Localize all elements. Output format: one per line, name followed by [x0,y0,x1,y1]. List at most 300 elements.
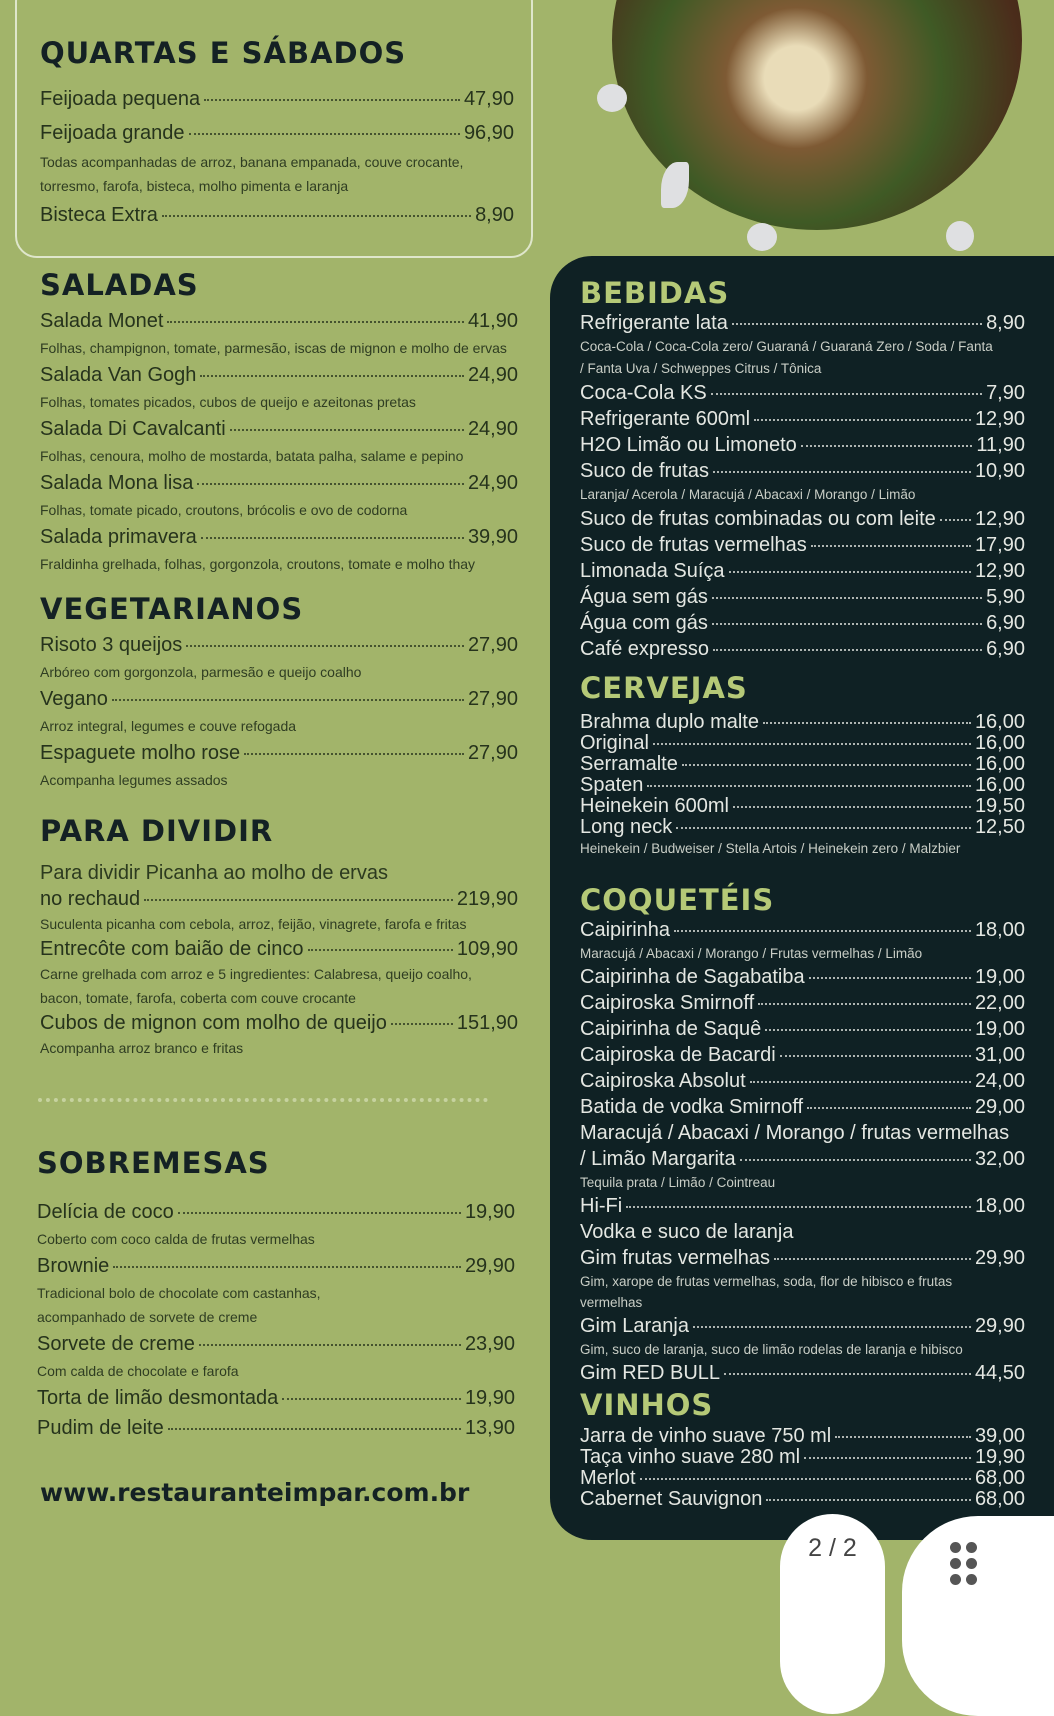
section-title-quartas: QUARTAS E SÁBADOS [40,36,407,70]
dot-leader [763,722,971,724]
menu-item-description: Folhas, cenoura, molho de mostarda, batata palha, salame e pepino [40,448,464,464]
menu-item [580,1120,1025,1193]
menu-item-price: 219,90 [456,888,518,910]
grid-icon-dot [950,1558,961,1569]
menu-item-row [580,712,1025,733]
menu-item-price: 27,90 [467,742,518,764]
menu-item [580,610,1025,636]
menu-item [580,754,1025,775]
menu-item [580,1193,1025,1245]
dot-leader [766,1499,971,1501]
menu-item-name: Caipirinha [580,919,671,941]
dot-leader [391,1023,453,1025]
dot-leader [167,321,464,323]
menu-item-name-line: Para dividir Picanha ao molho de ervas [40,862,388,884]
menu-item [580,380,1025,406]
dot-leader [144,899,453,901]
menu-item-price: 27,90 [467,634,518,656]
dot-leader [713,649,982,651]
website-link[interactable]: www.restauranteimpar.com.br [40,1478,470,1507]
menu-item-price: 17,90 [974,534,1025,556]
menu-item-price: 10,90 [974,460,1025,482]
menu-item-row [37,1383,515,1413]
menu-item-row [580,1068,1025,1094]
menu-item-name: Cabernet Sauvignon [580,1488,763,1510]
menu-item-description: Laranja/ Acerola / Maracujá / Abacaxi / Morango / Limão [580,487,916,502]
menu-item-name: Sorvete de creme [37,1333,195,1355]
menu-item-description: Suculenta picanha com cebola, arroz, feijão, vinagrete, farofa e fritas [40,916,467,932]
menu-item-name: Café expresso [580,638,709,660]
menu-item-name: Entrecôte com baião de cinco [40,938,304,960]
dot-leader [230,429,464,431]
menu-item [37,1413,515,1443]
decorative-dot [747,223,777,251]
menu-item-row [40,415,518,443]
menu-item-row [40,936,518,962]
menu-item-row [37,1197,515,1227]
page-indicator [780,1514,885,1714]
section-para-dividir [40,860,518,1060]
menu-item [580,506,1025,532]
menu-item-row [580,406,1025,432]
menu-item [580,775,1025,796]
menu-item-subtitle: Vodka e suco de laranja [580,1221,794,1243]
menu-item [580,1489,1025,1510]
page-indicator-text: 2 / 2 [808,1534,857,1562]
menu-item-name: Spaten [580,774,644,796]
menu-item-description: Carne grelhada com arroz e 5 ingredientes: Calabresa, queijo coalho, [40,966,472,982]
menu-item-price: 12,90 [974,560,1025,582]
menu-item-price: 5,90 [986,586,1025,608]
grid-icon-dot [966,1558,977,1569]
menu-item-name: Feijoada pequena [40,88,201,110]
menu-item-price: 13,90 [464,1417,515,1439]
menu-item-description: Folhas, champignon, tomate, parmesão, iscas de mignon e molho de ervas [40,340,507,356]
section-vinhos [580,1426,1025,1510]
menu-item-row [580,917,1025,943]
menu-item-price: 18,00 [974,1195,1025,1217]
menu-item-description: acompanhado de sorvete de creme [37,1309,258,1325]
dot-leader [626,1206,971,1208]
menu-item-description: torresmo, farofa, bisteca, molho pimenta e laranja [40,178,349,194]
menu-item-description: Com calda de chocolate e farofa [37,1363,239,1379]
menu-item-row [580,636,1025,662]
menu-item-price: 24,00 [974,1070,1025,1092]
menu-item-price: 11,90 [976,434,1025,456]
menu-item-name: Brahma duplo malte [580,711,759,733]
dot-leader [801,445,973,447]
dot-leader [647,785,971,787]
dot-leader [112,699,464,701]
menu-item [580,458,1025,506]
menu-item-name: Original [580,732,649,754]
menu-item-name: Salada Di Cavalcanti [40,418,226,440]
menu-item-row [580,733,1025,754]
menu-item-price: 29,90 [464,1255,515,1277]
menu-item-name: Salada Van Gogh [40,364,197,386]
menu-item-name: Hi-Fi [580,1195,623,1217]
menu-item-row [580,817,1025,838]
menu-item-row [580,532,1025,558]
menu-item-price: 24,90 [467,364,518,386]
dot-leader [712,623,982,625]
dot-leader [940,519,971,521]
menu-item [580,584,1025,610]
menu-item [580,1094,1025,1120]
menu-item-row [580,584,1025,610]
dot-leader [674,930,971,932]
menu-item-name: Suco de frutas vermelhas [580,534,807,556]
menu-item-row [580,1468,1025,1489]
menu-item-name: Jarra de vinho suave 750 ml [580,1425,832,1447]
dot-leader [809,977,971,979]
menu-item-name: Delícia de coco [37,1201,174,1223]
menu-item [40,415,518,469]
dot-leader [693,1326,971,1328]
menu-item [40,936,518,1010]
dot-leader [653,743,971,745]
menu-item-row [580,775,1025,796]
menu-item-price: 7,90 [986,382,1025,404]
grid-icon-dot [966,1542,977,1553]
menu-item-price: 12,90 [974,508,1025,530]
menu-item-price: 24,90 [467,472,518,494]
menu-item-price: 39,00 [974,1425,1025,1447]
menu-item-name: Feijoada grande [40,122,185,144]
menu-item-price: 23,90 [464,1333,515,1355]
menu-item [40,631,518,685]
menu-item-description: Fraldinha grelhada, folhas, gorgonzola, croutons, tomate e molho thay [40,556,476,572]
dot-leader [640,1478,971,1480]
section-title-sobremesas: SOBREMESAS [37,1146,270,1180]
menu-item-price: 12,90 [974,408,1025,430]
menu-item-row [580,310,1025,336]
menu-item-price: 6,90 [986,638,1025,660]
menu-item-name: Salada Monet [40,310,164,332]
decorative-leaf [661,162,689,208]
menu-item-row [580,1313,1025,1339]
dot-leader [729,571,971,573]
menu-item-name: Torta de limão desmontada [37,1387,279,1409]
menu-item [40,469,518,523]
grid-icon-dot [950,1574,961,1585]
dot-leader [807,1107,971,1109]
section-title-cervejas: CERVEJAS [580,671,748,705]
menu-item [580,1016,1025,1042]
dot-leader [204,99,460,101]
menu-item-name: Limonada Suíça [580,560,725,582]
menu-item-price: 44,50 [974,1362,1025,1384]
menu-item-row [580,506,1025,532]
menu-item-name: Suco de frutas combinadas ou com leite [580,508,936,530]
menu-item-row [580,1094,1025,1120]
menu-item-price: 68,00 [974,1467,1025,1489]
menu-item-name: Taça vinho suave 280 ml [580,1446,801,1468]
menu-item-price: 19,00 [974,966,1025,988]
dot-leader [754,419,971,421]
menu-item [580,964,1025,990]
section-title-vegetarianos: VEGETARIANOS [40,592,304,626]
menu-item-description: Coca-Cola / Coca-Cola zero/ Guaraná / Guaraná Zero / Soda / Fanta [580,339,993,354]
menu-item-row [37,1329,515,1359]
menu-item-price: 109,90 [456,938,518,960]
menu-item-name: Refrigerante lata [580,312,728,334]
decorative-dot [597,84,627,112]
menu-item [40,198,514,232]
menu-item-row [580,1193,1025,1219]
section-title-para-dividir: PARA DIVIDIR [40,814,274,848]
dot-leader [162,215,471,217]
menu-item-description: Gim, suco de laranja, suco de limão rodelas de laranja e hibisco [580,1342,963,1357]
menu-item [37,1383,515,1413]
dot-leader [835,1436,971,1438]
dot-leader [765,1029,971,1031]
menu-item-row [40,116,514,150]
menu-item-description: Coberto com coco calda de frutas vermelhas [37,1231,315,1247]
menu-item-row [37,1251,515,1281]
menu-item-row [40,739,518,767]
menu-item-row [580,1042,1025,1068]
menu-item-price: 29,90 [974,1315,1025,1337]
menu-item-row [580,380,1025,406]
menu-item-row [580,1426,1025,1447]
menu-item [580,1068,1025,1094]
menu-item-name: Caipirinha de Saquê [580,1018,762,1040]
menu-item-name: Salada Mona lisa [40,472,194,494]
decorative-dot [946,221,974,251]
menu-item [580,1447,1025,1468]
menu-item-description: bacon, tomate, farofa, coberta com couve crocante [40,990,356,1006]
section-cervejas [580,712,1025,860]
dot-leader [244,753,464,755]
section-saladas [40,307,518,577]
menu-item [580,712,1025,733]
menu-item-price: 29,90 [974,1247,1025,1269]
menu-item-description: Heinekein / Budweiser / Stella Artois / Heinekein zero / Malzbier [580,841,961,856]
menu-item-row [580,1016,1025,1042]
menu-item-price: 96,90 [463,122,514,144]
menu-item-row [580,458,1025,484]
menu-item [580,1360,1025,1386]
menu-item-name: Espaguete molho rose [40,742,241,764]
menu-item-price: 19,90 [974,1446,1025,1468]
menu-item-name: Gim RED BULL [580,1362,721,1384]
grid-menu-button[interactable] [902,1516,1054,1716]
menu-item-description: / Fanta Uva / Schweppes Citrus / Tônica [580,361,822,376]
menu-item-name: H2O Limão ou Limoneto [580,434,797,456]
menu-item-name: Caipirinha de Sagabatiba [580,966,805,988]
menu-item-row [40,307,518,335]
menu-item [580,817,1025,860]
menu-item-row [580,610,1025,636]
menu-item-row [580,796,1025,817]
menu-item [40,860,518,936]
menu-item-name: Long neck [580,816,673,838]
menu-item [40,116,514,198]
menu-item-name: Serramalte [580,753,678,775]
section-coqueteis [580,917,1025,1386]
section-quartas [40,82,514,232]
menu-item-name: Pudim de leite [37,1417,164,1439]
menu-item-name-line: Maracujá / Abacaxi / Morango / frutas vermelhas [580,1122,1010,1144]
menu-item [40,523,518,577]
menu-item-price: 27,90 [467,688,518,710]
menu-item-description: Acompanha arroz branco e fritas [40,1040,244,1056]
dot-leader [733,806,971,808]
menu-item-name: Brownie [37,1255,110,1277]
menu-item-row [580,432,1025,458]
menu-item-description: Tradicional bolo de chocolate com castanhas, [37,1285,321,1301]
menu-item-description: Tequila prata / Limão / Cointreau [580,1175,776,1190]
menu-item-name: Gim Laranja [580,1315,689,1337]
menu-item-row [37,1413,515,1443]
dot-leader [197,483,464,485]
menu-item-description: vermelhas [580,1295,643,1310]
menu-item [40,739,518,793]
dot-leader [732,323,982,325]
section-title-saladas: SALADAS [40,268,199,302]
menu-item-price: 19,00 [974,1018,1025,1040]
menu-item-row [40,1010,518,1036]
menu-item-price: 31,00 [974,1044,1025,1066]
menu-item-row [580,1489,1025,1510]
menu-item-price: 47,90 [463,88,514,110]
dot-leader [804,1457,971,1459]
menu-item-row [40,523,518,551]
menu-item-description: Folhas, tomate picado, croutons, brócolis e ovo de codorna [40,502,408,518]
dot-leader [200,375,464,377]
section-sobremesas [37,1197,515,1443]
menu-item-name: Gim frutas vermelhas [580,1247,771,1269]
menu-item-price: 8,90 [475,204,514,226]
menu-item-price: 8,90 [986,312,1025,334]
dot-leader [758,1003,971,1005]
menu-item-description: Arbóreo com gorgonzola, parmesão e queijo coalho [40,664,362,680]
menu-item [580,310,1025,380]
menu-item-name: Água sem gás [580,586,708,608]
menu-item-row [580,964,1025,990]
menu-item-description: Todas acompanhadas de arroz, banana empanada, couve crocante, [40,154,464,170]
menu-item-price: 41,90 [467,310,518,332]
dot-leader [676,827,971,829]
menu-item [580,733,1025,754]
menu-item-row [580,1245,1025,1271]
menu-item-price: 16,00 [974,732,1025,754]
menu-item-row [40,886,518,912]
menu-item-row [40,82,514,116]
menu-item-row [580,558,1025,584]
menu-item-price: 18,00 [974,919,1025,941]
dot-leader [713,471,971,473]
dot-leader [711,393,982,395]
grid-icon-dot [966,1574,977,1585]
menu-item-row [580,1447,1025,1468]
menu-item [40,685,518,739]
menu-item [580,532,1025,558]
menu-item-name: Água com gás [580,612,708,634]
menu-item [40,82,514,116]
menu-item-name: Salada primavera [40,526,197,548]
menu-item-price: 19,50 [974,795,1025,817]
menu-item-name: / Limão Margarita [580,1148,736,1170]
menu-item [580,1468,1025,1489]
dot-leader [740,1159,971,1161]
menu-item [580,917,1025,964]
menu-item-description: Acompanha legumes assados [40,772,228,788]
menu-item-price: 16,00 [974,753,1025,775]
dot-leader [682,764,971,766]
dot-leader [186,645,464,647]
menu-item [40,307,518,361]
dot-leader [189,133,460,135]
dot-leader [780,1055,971,1057]
menu-item [580,558,1025,584]
dot-leader [282,1398,461,1400]
menu-item-price: 6,90 [986,612,1025,634]
menu-item [40,1010,518,1060]
menu-item-price: 16,00 [974,774,1025,796]
dot-leader [712,597,982,599]
section-title-bebidas: BEBIDAS [580,276,730,310]
menu-item-price: 24,90 [467,418,518,440]
menu-item-name: Risoto 3 queijos [40,634,183,656]
menu-item-price: 19,90 [464,1387,515,1409]
dot-leader [308,949,453,951]
menu-item-row [580,1146,1025,1172]
menu-item [580,432,1025,458]
grid-icon-dot [950,1542,961,1553]
menu-item-name: Bisteca Extra [40,204,158,226]
menu-item-row [40,631,518,659]
dotted-divider [38,1098,488,1102]
dot-leader [774,1258,971,1260]
menu-item-row [40,361,518,389]
menu-item-name: Heinekein 600ml [580,795,729,817]
menu-item-description: Folhas, tomates picados, cubos de queijo e azeitonas pretas [40,394,416,410]
menu-item [40,361,518,415]
menu-item-name: Suco de frutas [580,460,709,482]
menu-item-description: Arroz integral, legumes e couve refogada [40,718,297,734]
section-vegetarianos [40,631,518,793]
section-title-vinhos: VINHOS [580,1388,714,1422]
menu-item [37,1197,515,1251]
dot-leader [178,1212,461,1214]
section-title-coqueteis: COQUETÉIS [580,883,775,917]
menu-item-price: 39,90 [467,526,518,548]
dot-leader [750,1081,971,1083]
menu-item-price: 29,00 [974,1096,1025,1118]
menu-item-row [580,754,1025,775]
menu-item-name: Refrigerante 600ml [580,408,751,430]
menu-item-name: Merlot [580,1467,636,1489]
menu-item-name: Coca-Cola KS [580,382,707,404]
menu-item [37,1329,515,1383]
menu-item-description: Gim, xarope de frutas vermelhas, soda, flor de hibisco e frutas [580,1274,953,1289]
menu-item-row [580,1360,1025,1386]
menu-item-price: 22,00 [974,992,1025,1014]
menu-item [580,796,1025,817]
menu-item [37,1251,515,1329]
menu-item-price: 32,00 [974,1148,1025,1170]
menu-item-row [40,469,518,497]
menu-item [580,636,1025,662]
dot-leader [168,1428,461,1430]
menu-item [580,1042,1025,1068]
menu-item-description: Maracujá / Abacaxi / Morango / Frutas vermelhas / Limão [580,946,923,961]
dot-leader [201,537,464,539]
menu-item-name: Cubos de mignon com molho de queijo [40,1012,387,1034]
dot-leader [199,1344,461,1346]
